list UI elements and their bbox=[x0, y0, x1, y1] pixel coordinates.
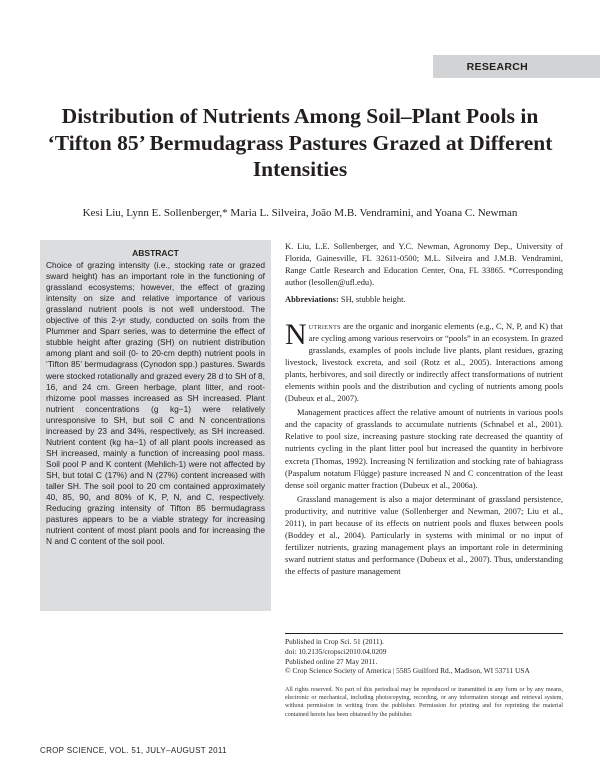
publication-info bbox=[285, 637, 575, 676]
article-title: Distribution of Nutrients Among Soil–Plant Pools in ‘Tifton 85’ Bermudagrass Pastures Grazed at Different Intensities bbox=[47, 104, 553, 181]
abstract-text: Choice of grazing intensity (i.e., stocking rate or grazed sward height) has an important role in the functioning of grassland ecosystems; however, the effect of grazing intensity on size and relative importance of various grassland nutrient pools is not well understood. The objective of this 2-yr study, conducted on soils from the Plummer and Sparr series, was to determine the effect of stubble height after grazing (SH) on nutrient distribution among plant and soil (0- to 20-cm depth) nutrient pools in ‘Tifton 85’ bermudagrass (Cynodon spp.) pastures. Swards were stocked rotationally and grazed every 28 d to SH of 8, 16, and 24 cm. Green herbage, plant litter, and root-rhizome pool masses increased as SH increased. Plant nutrient concentrations (g kg−1) were relatively unresponsive to SH, but soil C and N concentrations increased by 23 and 34%, respectively, as SH increased. Nutrient content (kg ha−1) of all plant pools increased as SH increased, mainly a function of increasing pool mass. Soil pool P and K content (Mehlich-1) were not affected by SH, but total C (17%) and N (27%) content increased with taller SH. The soil pool to 20 cm contained approximately 40, 85, 90, and 80% of K, P, N, and C, respectively. Reducing grazing intensity of Tifton 85 bermudagrass pastures appears to be a viable strategy for increasing nutrient content of most plant pools and for increasing the N and C content of the soil pool. bbox=[46, 260, 265, 547]
pub-line-journal: Published in Crop Sci. 51 (2011). bbox=[285, 637, 384, 646]
abstract-heading: ABSTRACT bbox=[132, 248, 179, 258]
abbreviations-label: Abbreviations: bbox=[285, 294, 339, 304]
abstract-box bbox=[40, 240, 271, 611]
page-footer: CROP SCIENCE, VOL. 51, JULY–AUGUST 2011 bbox=[40, 746, 227, 755]
paragraph-1-text: are the organic and inorganic elements (e.g., C, N, P, and K) that are cycling among various reservoirs or “pools” in an ecosystem. In grazed grasslands, examples of pools include live plants, plant residues, grazing livestock, livestock excreta, and soil (Rotz et al., 2005). Interactions among plants, herbivores, and soil directly or indirectly affect transformations of nutrient elements within pools and the distribution and cycling of nutrients among pools (Dubeux et al., 2007). bbox=[285, 321, 563, 404]
paragraph-1 bbox=[285, 320, 563, 404]
section-badge bbox=[433, 55, 600, 78]
author-affiliations: K. Liu, L.E. Sollenberger, and Y.C. Newman, Agronomy Dep., University of Florida, Gainesville, FL 32611-0500; M.L. Silveira and J.M.B. Vendramini, Range Cattle Research and Education Center, Ona, FL 33865. *Corresponding author (lesollen@ufl.edu). bbox=[285, 241, 563, 288]
pub-line-doi: doi: 10.2135/cropsci2010.04.0209 bbox=[285, 646, 387, 656]
paragraph-3: Grassland management is also a major determinant of grassland persistence, productivity, and nutritive value (Sollenberger and Newman, 2007; Liu et al., 2011), in part because of its effects on nutrient pools and fluxes between pools (Boddey et al., 2004). Particularly in systems with minimal or no input of fertilizer nutrients, grazing management plays an important role in determining sward nutrient status and performance (Dubeux et al., 2007). Thus, understanding the effects of pasture management bbox=[285, 493, 563, 576]
abbreviations-text: SH, stubble height. bbox=[338, 294, 406, 304]
body-text bbox=[285, 320, 563, 579]
drop-cap: N bbox=[285, 318, 307, 351]
pub-line-online: Published online 27 May 2011. bbox=[285, 656, 378, 666]
author-list: Kesi Liu, Lynn E. Sollenberger,* Maria L. Silveira, João M.B. Vendramini, and Yoana C. Newman bbox=[82, 207, 518, 219]
pub-line-copyright: © Crop Science Society of America | 5585 Guilford Rd., Madison, WI 53711 USA bbox=[285, 666, 530, 676]
abbreviations bbox=[285, 293, 563, 305]
paragraph-1-lead: utrients bbox=[308, 321, 341, 331]
rights-notice: All rights reserved. No part of this periodical may be reproduced or transmitted in any form or by any means, electronic or mechanical, including photocopying, recording, or any information storage and retrieval system, without permission in writing from the publisher. Permission for printing and for reprinting the material contained herein has been obtained by the publisher. bbox=[285, 687, 563, 718]
paragraph-2: Management practices affect the relative amount of nutrients in various pools and the capacity of grasslands to accumulate nutrients (Schnabel et al., 2001). Relative to pool size, increasing pasture stocking rate decreased the quantity of nutrients cycling in the plant litter pool but increased the quantity in herbivore excreta (Thomas, 1992). Increasing N fertilization and stocking rate of bahiagrass (Paspalum notatum Flügge) pasture increased N and C concentration of the least dense soil organic matter fraction (Dubeux et al., 2006a). bbox=[285, 407, 563, 490]
footnote-divider bbox=[285, 633, 563, 634]
section-label: RESEARCH bbox=[466, 60, 528, 73]
